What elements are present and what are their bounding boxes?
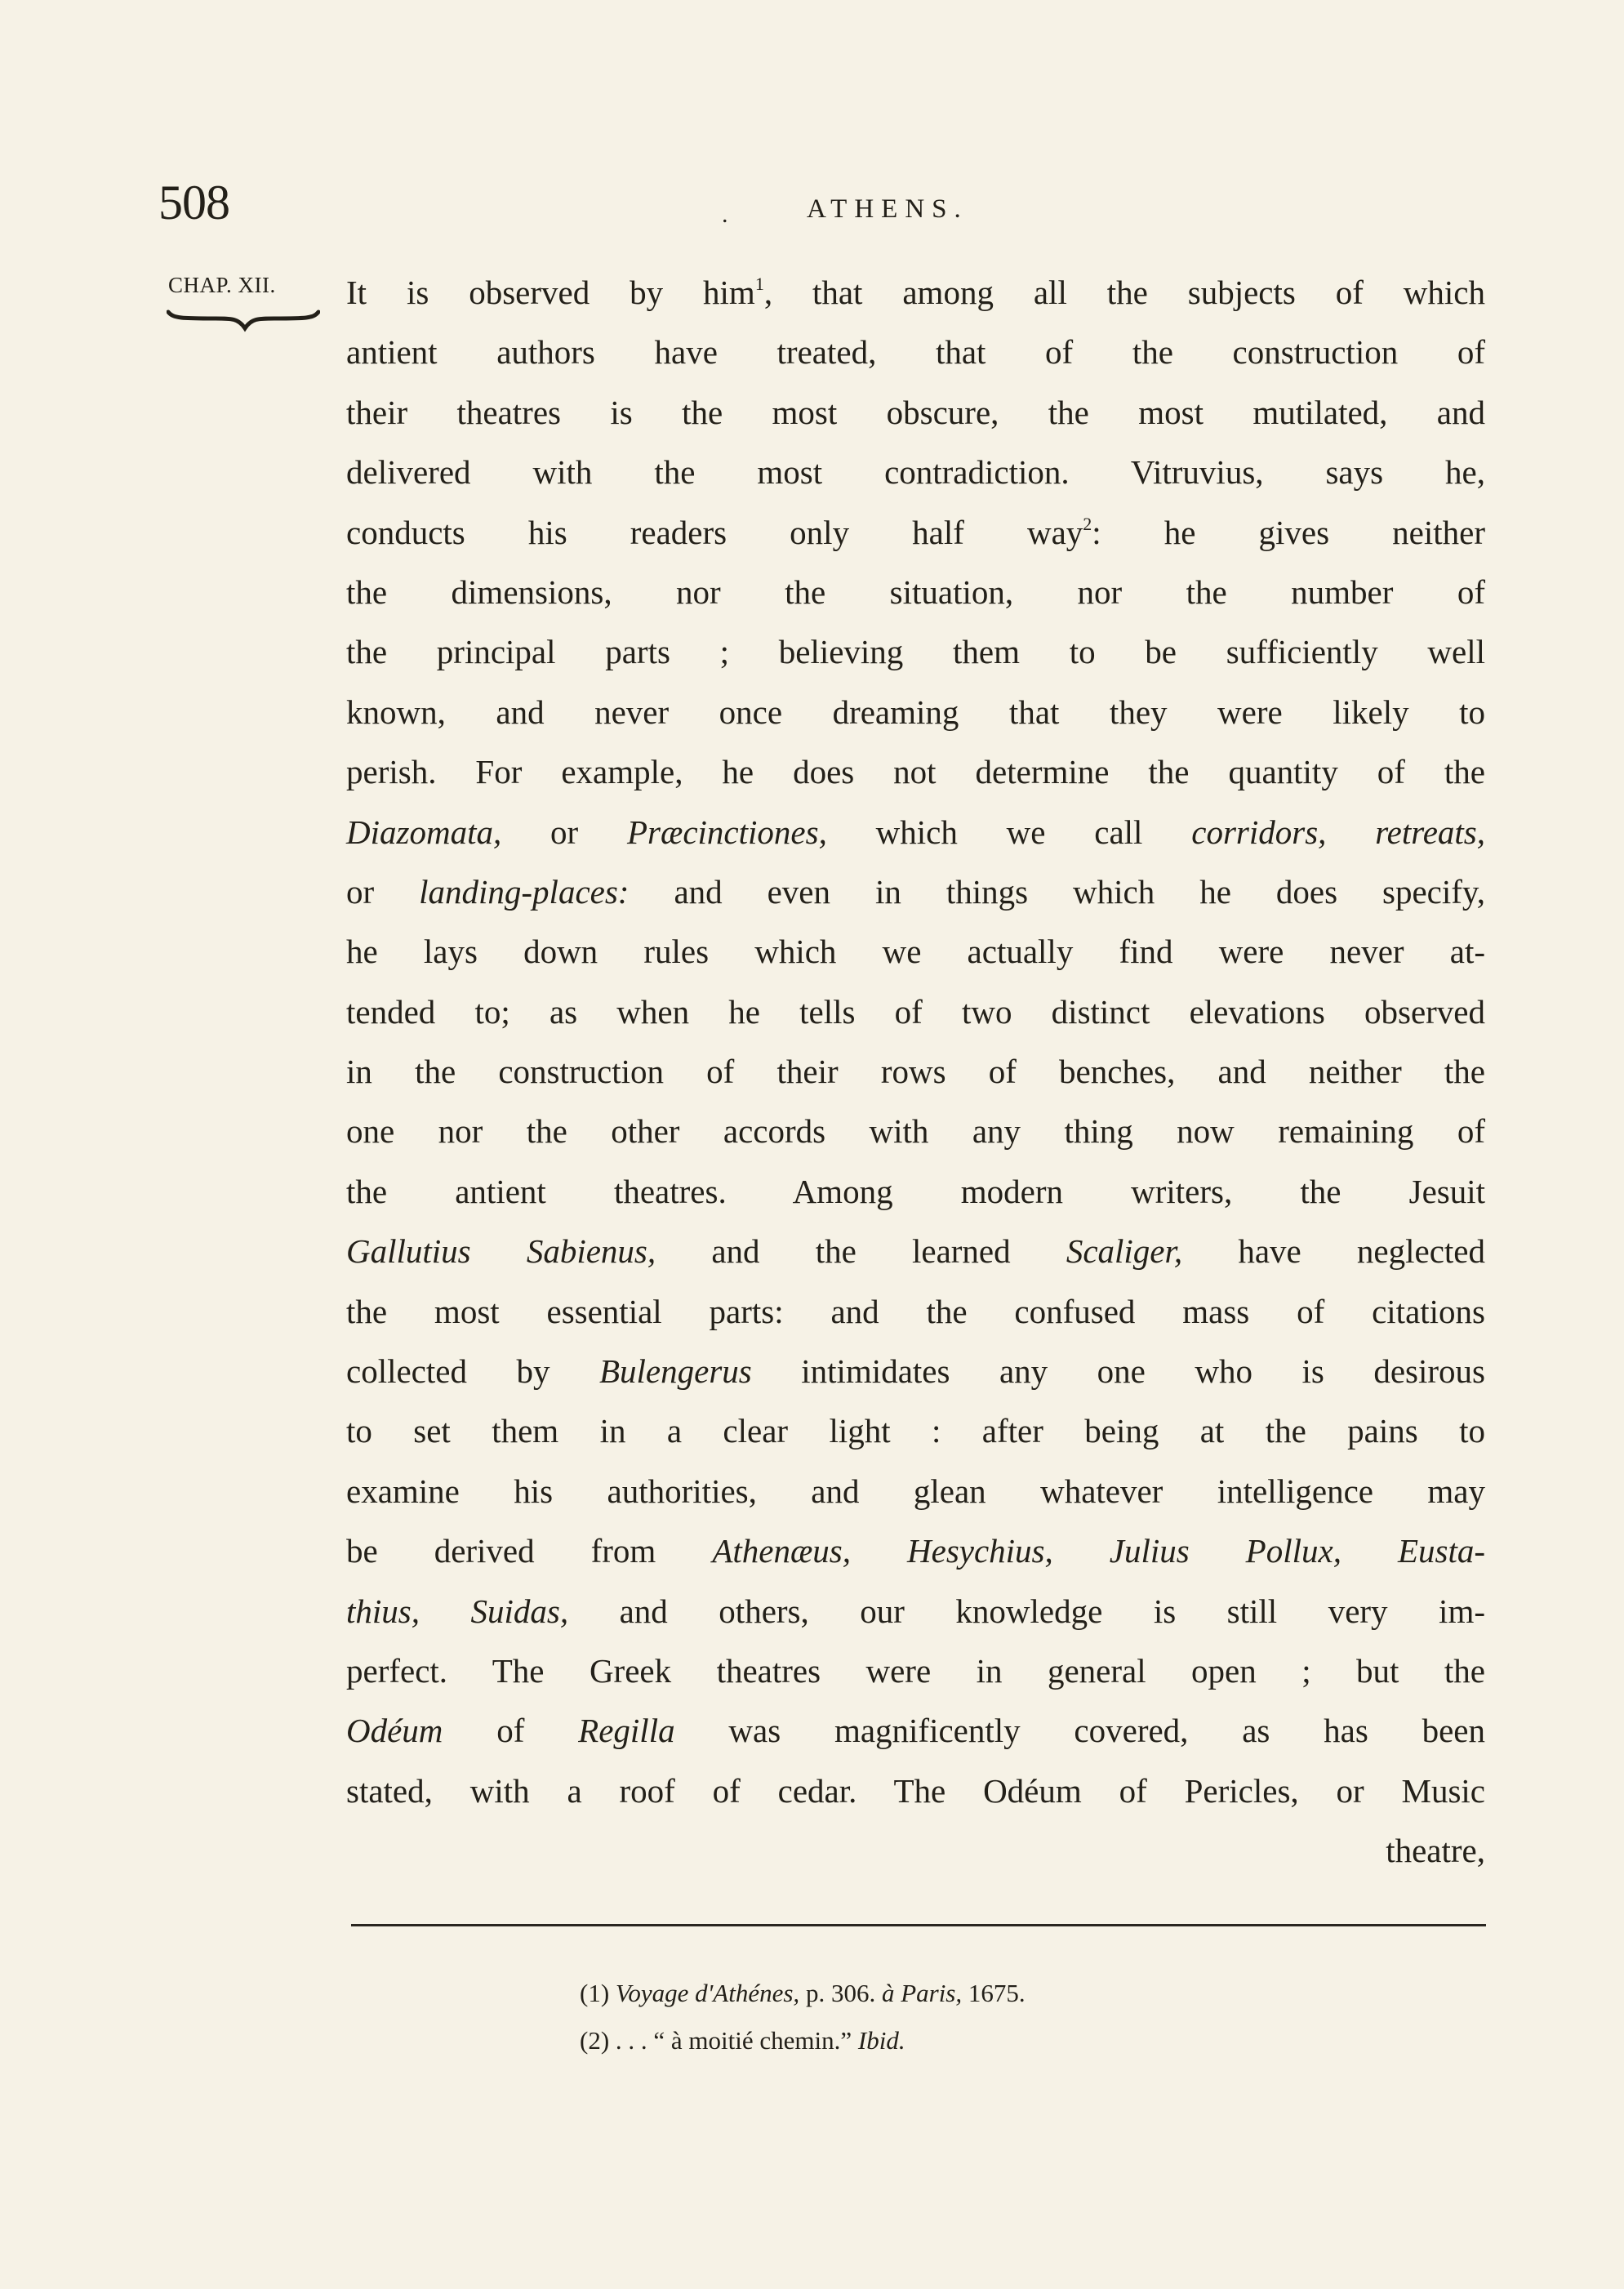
text-line: antient authors have treated, that of the construction of xyxy=(346,333,1485,372)
chapter-brace-ornament xyxy=(167,309,320,333)
text-line: conducts his readers only half way$^2$: he gives neither xyxy=(346,513,1486,551)
text-line: be derived from Athenæus, Hesychius, Julius Pollux, Eusta- xyxy=(346,1532,1485,1570)
footnote-ref-2[interactable]: 2 xyxy=(1083,513,1092,534)
text-line: the antient theatres. Among modern writers, the Jesuit xyxy=(346,1172,1485,1210)
body-text xyxy=(346,263,1485,1882)
text-line: tended to; as when he tells of two distinct elevations observed xyxy=(346,992,1485,1031)
text-line: delivered with the most contradiction. Vitruvius, says he, xyxy=(346,453,1485,492)
text-line: the dimensions, nor the situation, nor the number of xyxy=(346,572,1485,611)
text-line: Odéum of Regilla was magnificently covered, as has been xyxy=(346,1712,1486,1750)
text-line: their theatres is the most obscure, the most mutilated, and xyxy=(346,393,1485,431)
text-line: examine his authorities, and glean whatever intelligence may xyxy=(346,1472,1485,1510)
footnote-divider xyxy=(351,1924,1486,1926)
footnote-ref-1[interactable]: 1 xyxy=(754,274,764,294)
text-line: the most essential parts: and the confused mass of citations xyxy=(346,1292,1485,1330)
text-line: one nor the other accords with any thing now remaining of xyxy=(346,1112,1485,1151)
text-line: to set them in a clear light : after being at the pains to xyxy=(346,1412,1485,1450)
text-line: or landing-places: and even in things which he does specify, xyxy=(346,872,1485,911)
text-line: perish. For example, he does not determine the quantity of the xyxy=(346,753,1485,791)
chapter-label: CHAP. XII. xyxy=(168,273,276,297)
text-line: perfect. The Greek theatres were in general open ; but the xyxy=(346,1651,1485,1690)
text-line: stated, with a roof of cedar. The Odéum of Pericles, or Music xyxy=(346,1771,1485,1810)
text-line: Gallutius Sabienus, and the learned Scaliger, have neglected xyxy=(346,1232,1485,1271)
text-line: It is observed by him$^1$, that among all the subjects of which xyxy=(346,274,1485,311)
catchword: theatre, xyxy=(1386,1832,1485,1870)
page-number: 508 xyxy=(158,176,229,229)
text-line: collected by Bulengerus intimidates any one who is desirous xyxy=(346,1352,1485,1391)
footnote-1: (1) Voyage d'Athénes, p. 306. à Paris, 1675. xyxy=(580,1979,1026,2007)
text-line: in the construction of their rows of benches, and neither the xyxy=(346,1053,1485,1091)
text-line: known, and never once dreaming that they were likely to xyxy=(346,692,1485,731)
running-head-dot: . xyxy=(722,201,728,228)
footnote-2: (2) . . . “ à moitié chemin.” Ibid. xyxy=(580,2026,905,2055)
text-line: he lays down rules which we actually find were never at- xyxy=(346,933,1485,971)
text-line: thius, Suidas, and others, our knowledge is still very im- xyxy=(346,1592,1485,1630)
text-line: Diazomata, or Præcinctiones, which we call corridors, retreats, xyxy=(346,813,1485,851)
running-head-title: ATHENS. xyxy=(807,194,968,224)
text-line: the principal parts ; believing them to be sufficiently well xyxy=(346,633,1485,671)
